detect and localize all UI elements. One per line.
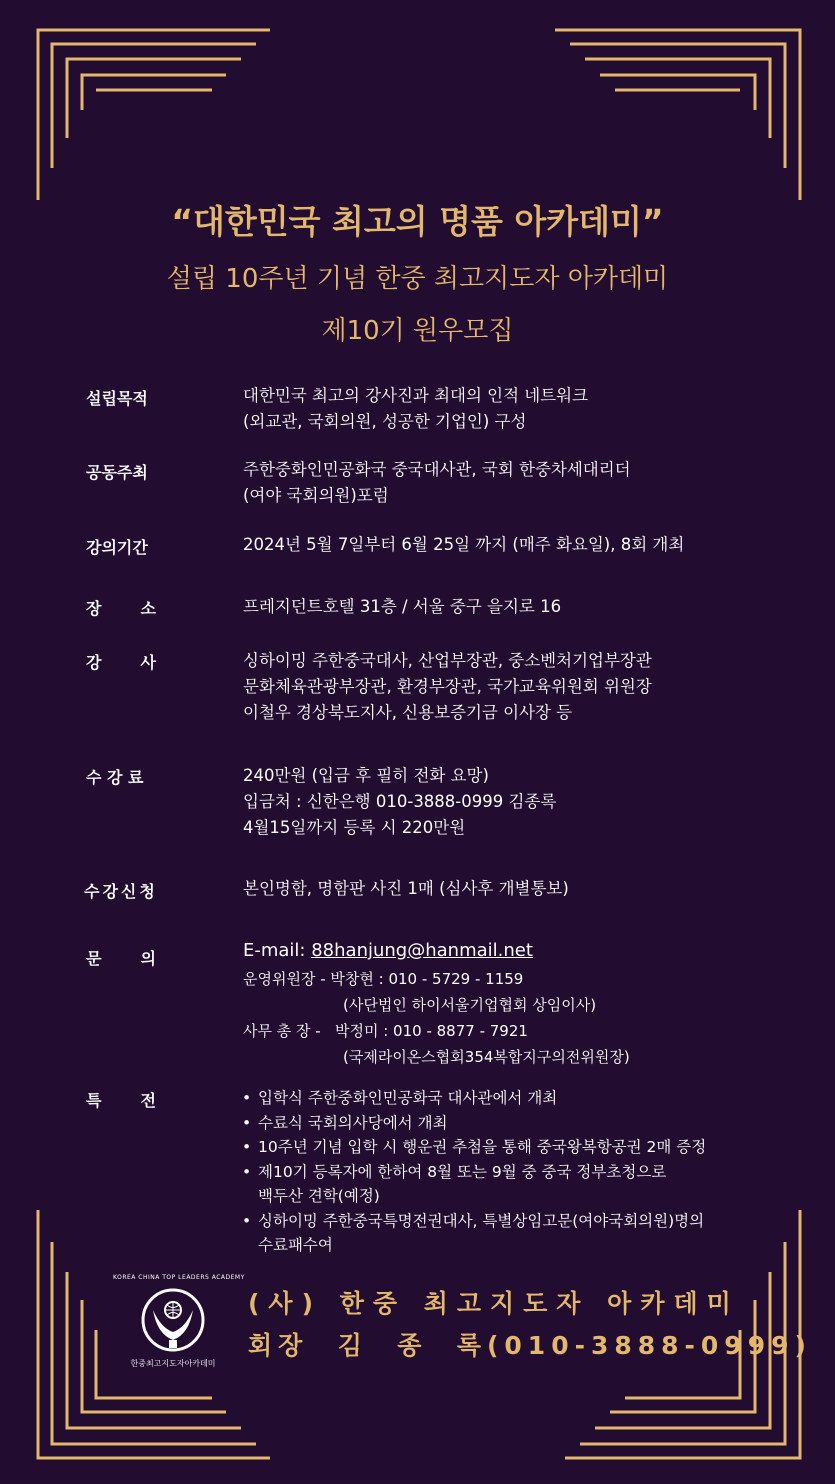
headline: “대한민국 최고의 명품 아카데미” — [171, 202, 664, 241]
period-line: 2024년 5월 7일부터 6월 25일 까지 (매주 화요일), 8회 개최 — [243, 535, 685, 554]
fee-label: 수 강 료 — [86, 768, 144, 787]
email-prefix: E-mail: — [243, 940, 312, 961]
fee-value — [243, 763, 556, 841]
benefit-text: 입학식 주한중화인민공화국 대사관에서 개최 — [258, 1089, 558, 1107]
lecturers-label: 강 사 — [86, 653, 156, 672]
venue-line: 프레지던트호텔 31층 / 서울 중구 을지로 16 — [243, 597, 562, 616]
subtitle-recruit: 제10기 원우모집 — [321, 316, 514, 346]
benefit-text: 수료패수여 — [258, 1236, 333, 1254]
email-line — [243, 938, 630, 966]
contact-value — [243, 938, 630, 1070]
fee-line: 4월15일까지 등록 시 220만원 — [243, 818, 466, 837]
lecturer-line: 이철우 경상북도지사, 신용보증기금 이사장 등 — [243, 703, 573, 722]
list-item — [240, 1086, 706, 1111]
fee-line: 입금처 : 신한은행 010-3888-0999 김종록 — [243, 792, 557, 811]
cohost-line: 주한중화인민공화국 중국대사관, 국회 한중차세대리더 — [243, 460, 631, 479]
cohost-line: (여야 국회의원)포럼 — [243, 486, 389, 505]
apply-label: 수강신청 — [84, 882, 158, 901]
subtitle: 설립 10주년 기념 한중 최고지도자 아카데미 — [166, 264, 669, 294]
purpose-line: (외교관, 국회의원, 성공한 기업인) 구성 — [243, 412, 527, 431]
purpose-line: 대한민국 최고의 강사진과 최대의 인적 네트워크 — [243, 386, 589, 405]
contact-line: (사단법인 하이서울기업협회 상임이사) — [343, 996, 597, 1014]
list-item — [240, 1111, 706, 1136]
venue-value — [243, 594, 561, 620]
list-item — [240, 1209, 706, 1258]
contact-line: (국제라이온스협회354복합지구의전위원장) — [343, 1048, 630, 1066]
lecturer-line: 문화체육관광부장관, 환경부장관, 국가교육위원회 위원장 — [243, 677, 652, 696]
benefits-label: 특 전 — [86, 1091, 156, 1110]
benefit-text: 10주년 기념 입학 시 행운권 추첨을 통해 중국왕복항공권 2매 증정 — [258, 1138, 707, 1156]
benefit-text: • 싱하이밍 주한중국특명전권대사, 특별상임고문(여야국회의원)명의 — [258, 1211, 705, 1230]
cohost-value — [243, 457, 631, 509]
cohost-label: 공동주최 — [86, 463, 148, 482]
venue-label: 장 소 — [86, 599, 156, 618]
period-label: 강의기간 — [86, 538, 148, 557]
president-contact: 회장 김 종 록(010-3888-0999) — [248, 1331, 812, 1360]
email-link[interactable]: 88hanjung@hanmail.net — [311, 940, 533, 961]
contact-label: 문 의 — [86, 949, 156, 968]
benefit-text: 백두산 견학(예정) — [258, 1187, 380, 1205]
apply-line: 본인명함, 명함판 사진 1매 (심사후 개별통보) — [243, 879, 569, 898]
logo-caption: 한중최고지도자아카데미 — [130, 1359, 216, 1368]
logo-ring-text: KOREA CHINA TOP LEADERS ACADEMY — [113, 1274, 245, 1281]
academy-logo — [113, 1274, 245, 1380]
purpose-value — [243, 383, 588, 435]
list-item — [240, 1135, 706, 1160]
list-item — [240, 1160, 706, 1209]
purpose-label: 설립목적 — [86, 389, 148, 408]
lecturer-line: 싱하이밍 주한중국대사, 산업부장관, 중소벤처기업부장관 — [243, 651, 652, 670]
contact-line: 운영위원장 - 박창현 : 010 - 5729 - 1159 — [243, 970, 524, 988]
benefit-text: • 제10기 등록자에 한하여 8월 또는 9월 중 중국 정부초청으로 — [258, 1162, 667, 1181]
apply-value — [243, 876, 569, 902]
fee-line: 240만원 (입금 후 필히 전화 요망) — [243, 766, 489, 785]
benefit-text: 수료식 국회의사당에서 개최 — [258, 1113, 448, 1132]
lecturers-value — [243, 648, 652, 726]
organization-name: (사) 한중 최고지도자 아카데미 — [248, 1289, 740, 1318]
period-value — [243, 532, 684, 558]
contact-line: 사무 총 장 - 박정미 : 010 - 8877 - 7921 — [243, 1022, 528, 1040]
benefits-list — [240, 1086, 706, 1258]
